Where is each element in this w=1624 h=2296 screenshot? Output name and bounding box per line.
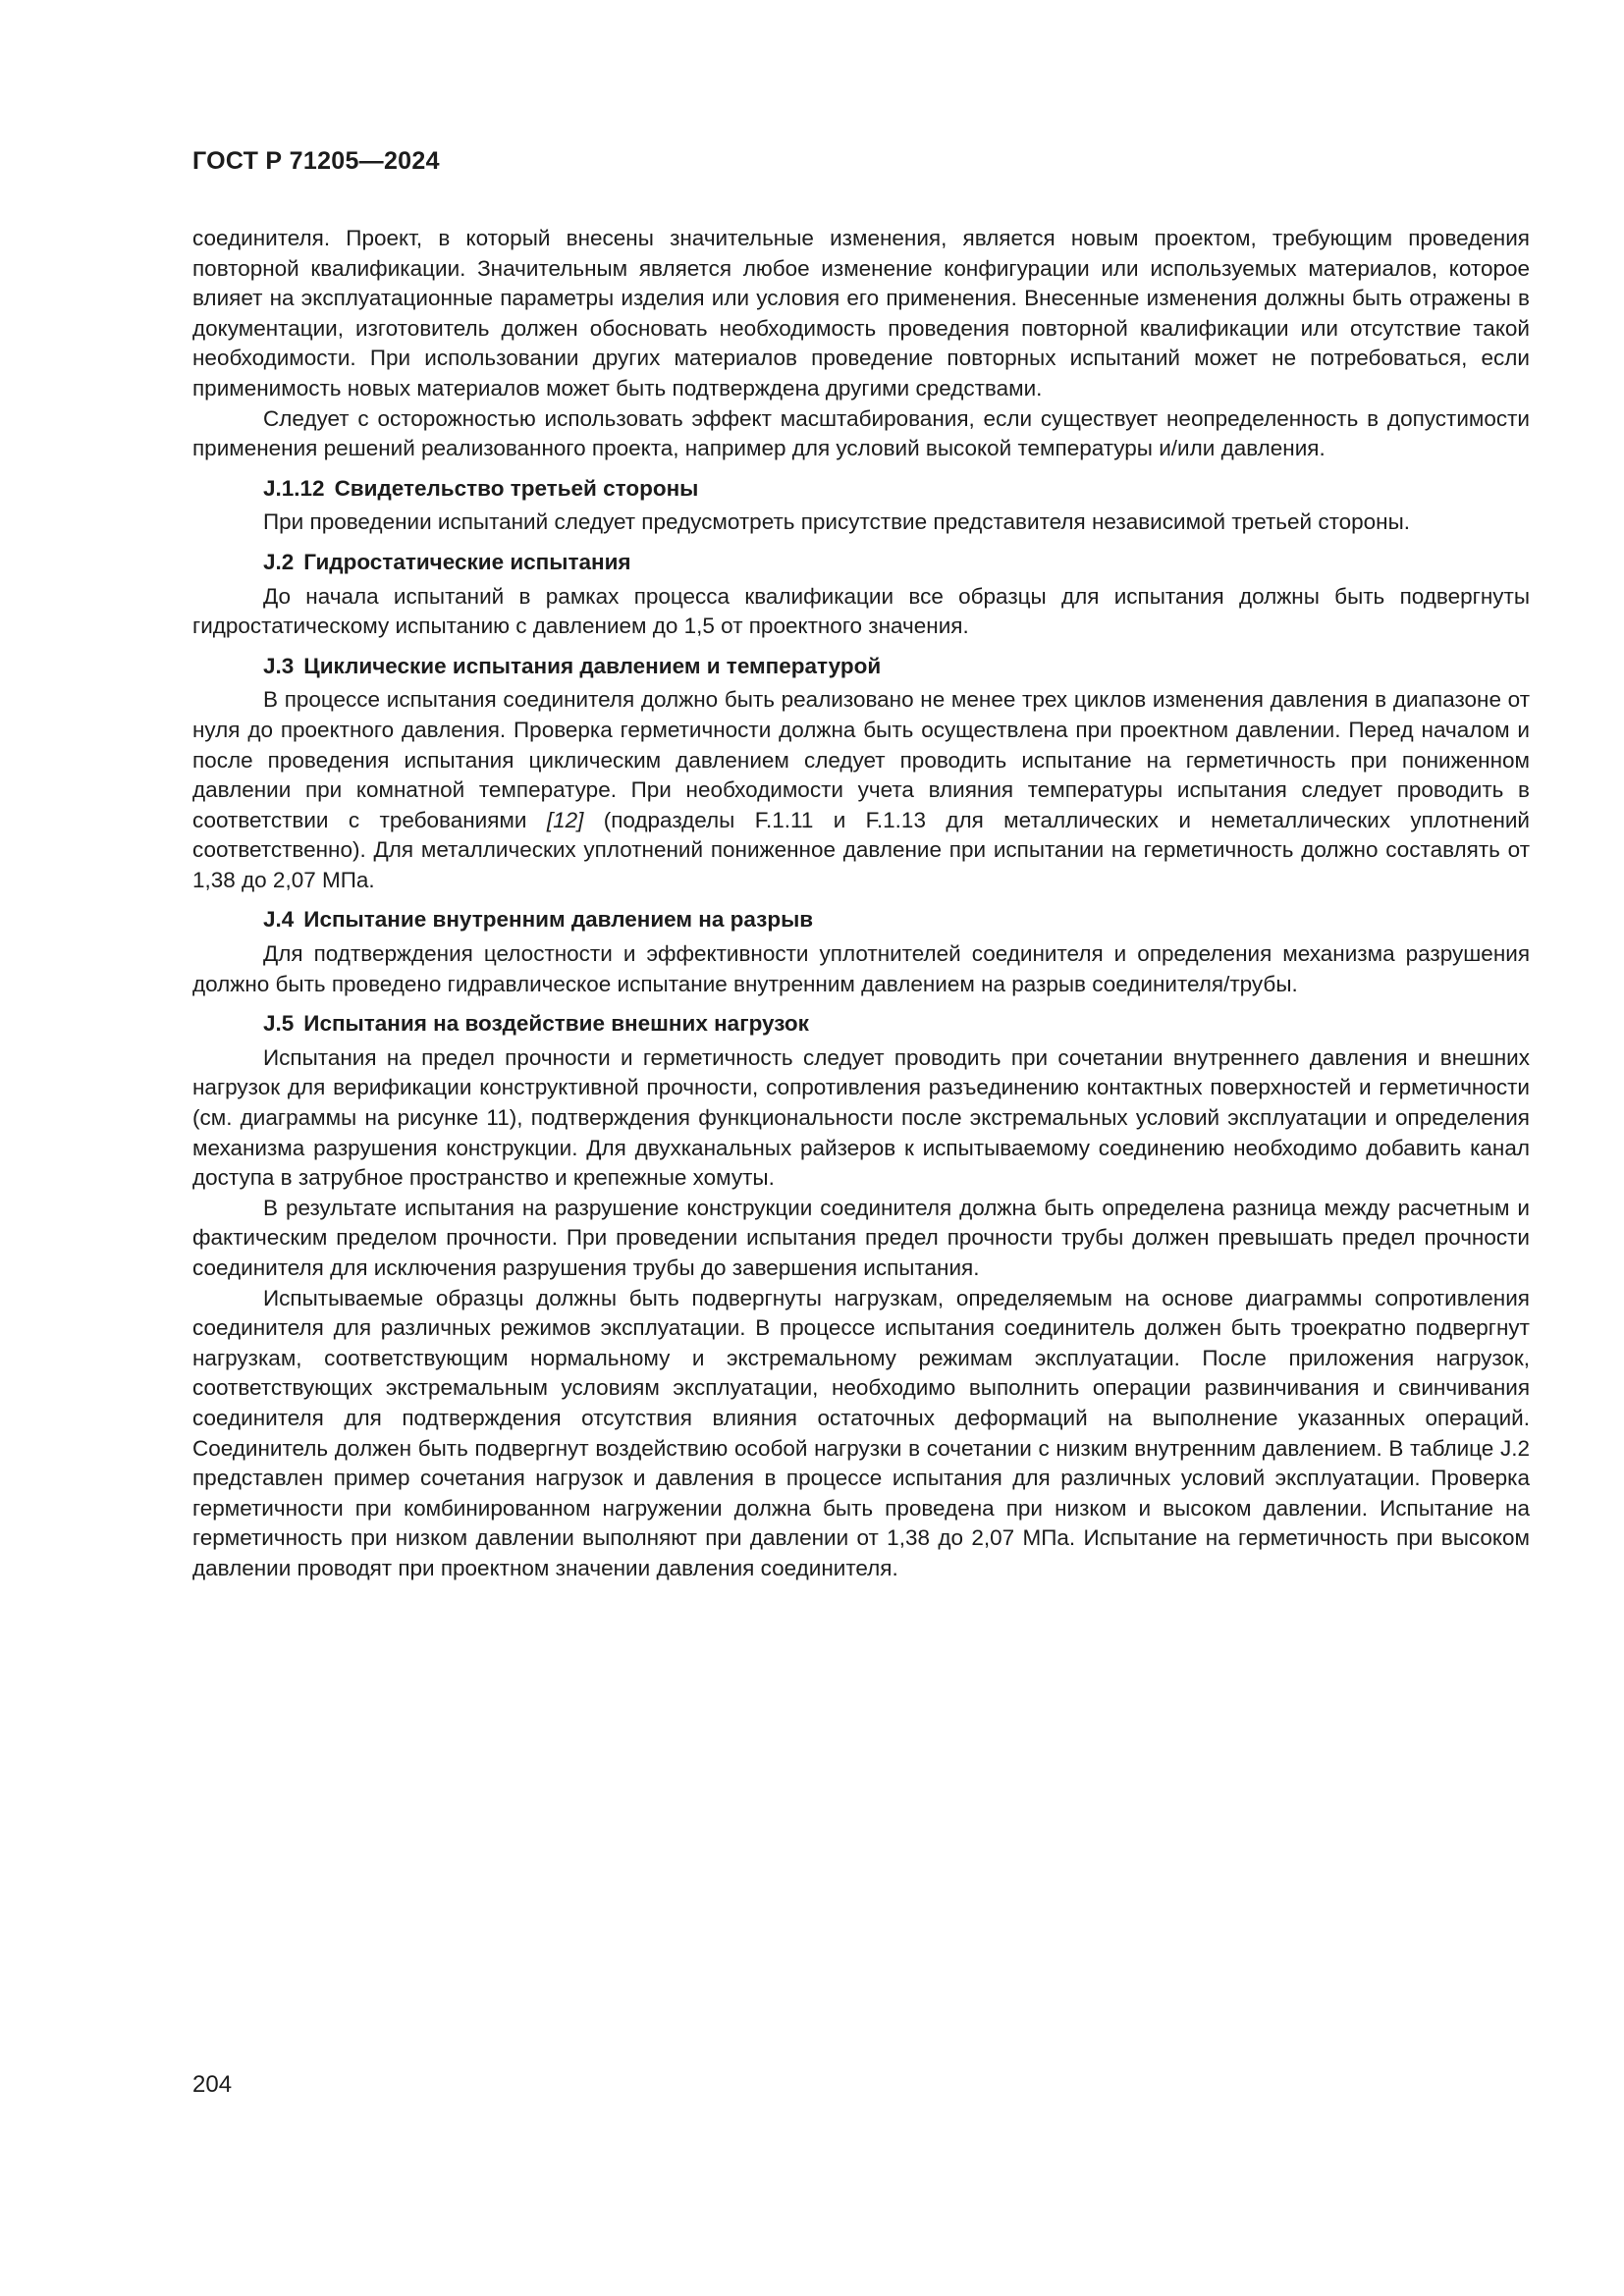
section-title: Испытания на воздействие внешних нагрузок — [303, 1011, 809, 1037]
section-heading-j1-12 — [192, 474, 1530, 505]
paragraph-text: В процессе испытания соединителя должно быть реализовано не менее трех циклов изменения давления в диапазоне от нуля до проектного давления. Проверка герметичности должна быть осуществлена при проектном давлении. Перед началом и после проведения испытания циклическим давлением следует проводить испытание на герметичность при пониженном давлении при комнатной температуре. При необходимости учета влияния температуры испытания следует проводить в соответствии с требованиями — [192, 687, 1530, 832]
section-title: Испытание внутренним давлением на разрыв — [303, 907, 814, 933]
section-heading-j4 — [192, 905, 1530, 935]
section-heading-j5 — [192, 1009, 1530, 1040]
section-number: J.3 — [263, 653, 295, 678]
section-heading-j3 — [192, 652, 1530, 682]
document-header: ГОСТ Р 71205—2024 — [192, 147, 440, 175]
section-title: Циклические испытания давлением и температурой — [303, 653, 882, 678]
document-body — [192, 224, 1530, 1584]
section-heading-j2 — [192, 548, 1530, 578]
section-number: J.2 — [263, 549, 295, 574]
section-number: J.1.12 — [263, 475, 325, 501]
paragraph-text: (подразделы F.1.11 и F.1.13 для металлических и неметаллических уплотнений соответственно). Для металлических уплотнений пониженное давление при испытании на герметичность должно составлять от 1,38 до 2,07 МПа. — [192, 807, 1531, 892]
section-number: J.4 — [263, 907, 295, 933]
paragraph-j1-12: При проведении испытаний следует предусмотреть присутствие представителя независимой третьей стороны. — [263, 509, 1411, 535]
section-number: J.5 — [263, 1011, 295, 1037]
section-title: Гидростатические испытания — [303, 549, 631, 574]
paragraph-j3 — [192, 685, 1530, 895]
paragraph-j5-3: Испытываемые образцы должны быть подвергнуты нагрузкам, определяемым на основе диаграммы сопротивления соединителя для различных режимов эксплуатации. В процессе испытания соединитель должен быть троекратно подвергнут нагрузкам, соответствующим нормальному и экстремальному режимам эксплуатации. После приложения нагрузок, соответствующих экстремальным условиям эксплуатации, необходимо выполнить операции развинчивания и свинчивания соединителя для подтверждения отсутствия влияния остаточных деформаций на выполнение указанных операций. Соединитель должен быть подвергнут воздействию особой нагрузки в сочетании с низким внутренним давлением. В таблице J.2 представлен пример сочетания нагрузок и давления в процессе испытания для различных условий эксплуатации. Проверка герметичности при комбинированном нагружении должна быть проведена при низком и высоком давлении. Испытание на герметичность при низком давлении выполняют при давлении от 1,38 до 2,07 МПа. Испытание на герметичность при высоком давлении проводят при проектном значении давления соединителя. — [192, 1285, 1530, 1580]
paragraph-j5-1: Испытания на предел прочности и герметичность следует проводить при сочетании внутреннего давления и внешних нагрузок для верификации конструктивной прочности, сопротивления разъединению контактных поверхностей и герметичности (см. диаграммы на рисунке 11), подтверждения функциональности после экстремальных условий эксплуатации и определения механизма разрушения конструкции. Для двухканальных райзеров к испытываемому соединению необходимо добавить канал доступа в затрубное пространство и крепежные хомуты. — [192, 1044, 1530, 1191]
paragraph-j5-2: В результате испытания на разрушение конструкции соединителя должна быть определена разница между расчетным и фактическим пределом прочности. При проведении испытания предел прочности трубы должен превышать предел прочности соединителя для исключения разрушения трубы до завершения испытания. — [192, 1195, 1530, 1280]
paragraph-j4: Для подтверждения целостности и эффективности уплотнителей соединителя и определения механизма разрушения должно быть проведено гидравлическое испытание внутренним давлением на разрыв соединителя/трубы. — [192, 941, 1530, 996]
intro-paragraph-2: Следует с осторожностью использовать эффект масштабирования, если существует неопределенность в допустимости применения решений реализованного проекта, например для условий высокой температуры и/или давления. — [192, 405, 1530, 461]
paragraph-j2: До начала испытаний в рамках процесса квалификации все образцы для испытания должны быть подвергнуты гидростатическому испытанию с давлением до 1,5 от проектного значения. — [192, 583, 1530, 639]
intro-paragraph-1: соединителя. Проект, в который внесены значительные изменения, является новым проектом, требующим проведения повторной квалификации. Значительным является любое изменение конфигурации или используемых материалов, которое влияет на эксплуатационные параметры изделия или условия его применения. Внесенные изменения должны быть отражены в документации, изготовитель должен обосновать необходимость проведения повторной квалификации или отсутствие такой необходимости. При использовании других материалов проведение повторных испытаний может не потребоваться, если применимость новых материалов может быть подтверждена другими средствами. — [192, 226, 1530, 400]
page-number: 204 — [192, 2071, 233, 2098]
bibliography-reference: [12] — [546, 807, 584, 832]
section-title: Свидетельство третьей стороны — [334, 475, 699, 501]
